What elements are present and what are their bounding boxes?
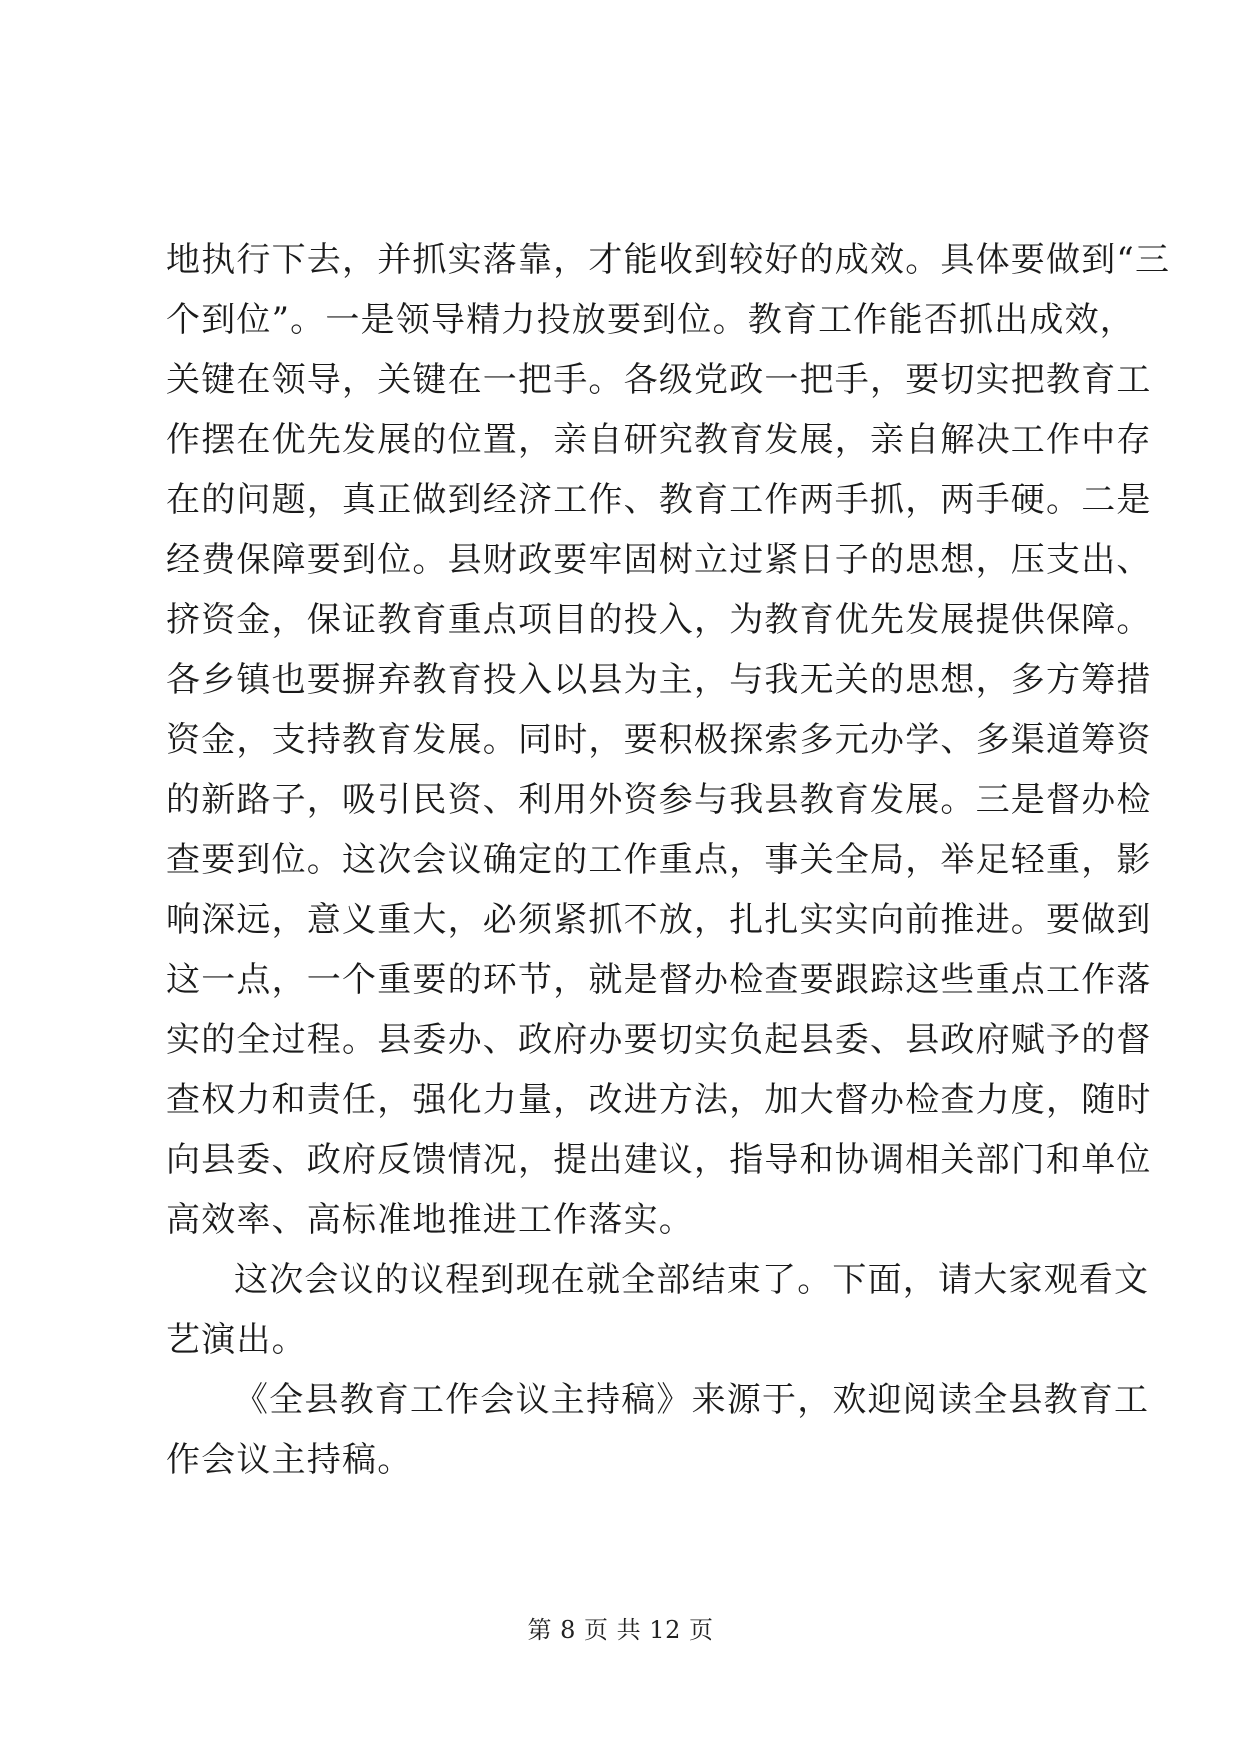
text-line: 挤资金，保证教育重点项目的投入，为教育优先发展提供保障。 bbox=[166, 600, 1152, 640]
page-footer: 第 8 页 共 12 页 bbox=[527, 1616, 714, 1644]
text-line: 艺演出。 bbox=[166, 1320, 307, 1360]
text-line: 各乡镇也要摒弃教育投入以县为主，与我无关的思想，多方筹措 bbox=[166, 660, 1152, 700]
text-line: 资金，支持教育发展。同时，要积极探索多元办学、多渠道筹资 bbox=[166, 720, 1152, 760]
text-line: 在的问题，真正做到经济工作、教育工作两手抓，两手硬。二是 bbox=[166, 480, 1152, 520]
text-line: 经费保障要到位。县财政要牢固树立过紧日子的思想，压支出、 bbox=[166, 540, 1152, 580]
text-line: 关键在领导，关键在一把手。各级党政一把手，要切实把教育工 bbox=[166, 360, 1152, 400]
text-line: 地执行下去，并抓实落靠，才能收到较好的成效。具体要做到“三 bbox=[166, 240, 1171, 280]
text-line: 查要到位。这次会议确定的工作重点，事关全局，举足轻重，影 bbox=[166, 840, 1152, 880]
text-line: 作会议主持稿。 bbox=[166, 1440, 413, 1480]
text-line: 《全县教育工作会议主持稿》来源于，欢迎阅读全县教育工 bbox=[234, 1380, 1150, 1420]
text-line: 这次会议的议程到现在就全部结束了。下面，请大家观看文 bbox=[234, 1260, 1150, 1300]
text-line: 高效率、高标准地推进工作落实。 bbox=[166, 1200, 694, 1240]
text-line: 实的全过程。县委办、政府办要切实负起县委、县政府赋予的督 bbox=[166, 1020, 1152, 1060]
text-line: 作摆在优先发展的位置，亲自研究教育发展，亲自解决工作中存 bbox=[166, 420, 1152, 460]
text-line: 响深远，意义重大，必须紧抓不放，扎扎实实向前推进。要做到 bbox=[166, 900, 1152, 940]
text-line: 查权力和责任，强化力量，改进方法，加大督办检查力度，随时 bbox=[166, 1080, 1152, 1120]
text-line: 向县委、政府反馈情况，提出建议，指导和协调相关部门和单位 bbox=[166, 1140, 1152, 1180]
text-line: 这一点，一个重要的环节，就是督办检查要跟踪这些重点工作落 bbox=[166, 960, 1152, 1000]
text-line: 个到位”。一是领导精力投放要到位。教育工作能否抓出成效， bbox=[166, 300, 1135, 340]
text-line: 的新路子，吸引民资、利用外资参与我县教育发展。三是督办检 bbox=[166, 780, 1152, 820]
body-text bbox=[166, 230, 1171, 1490]
